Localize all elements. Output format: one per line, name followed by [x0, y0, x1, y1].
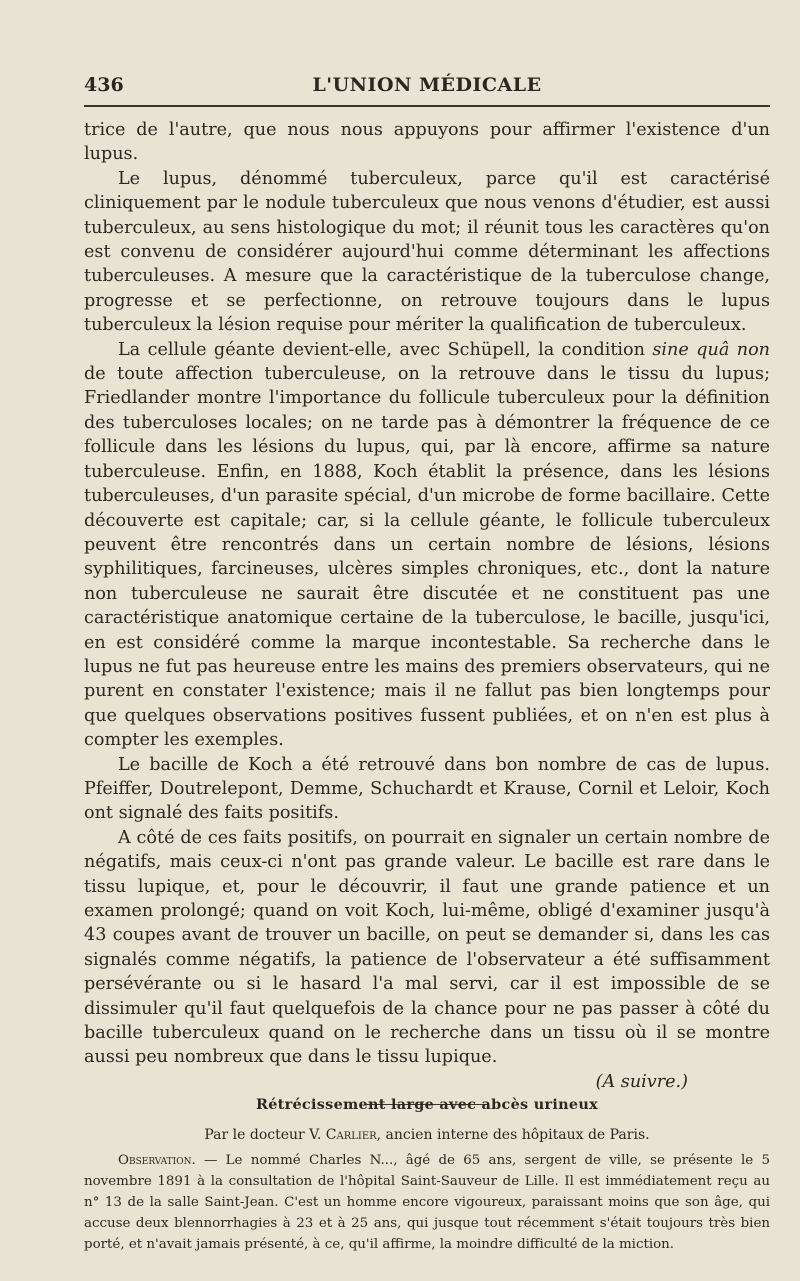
header-rule	[84, 105, 770, 107]
to-be-continued: (A suivre.)	[595, 1071, 688, 1092]
paragraph	[84, 338, 770, 753]
article-title: Rétrécissement large avec abcès urineux	[255, 1096, 599, 1113]
page-header	[84, 74, 770, 102]
byline-prefix: Par le docteur V.	[204, 1127, 322, 1143]
author-name: Carlier	[325, 1127, 377, 1143]
running-head: L'UNION MÉDICALE	[312, 74, 542, 96]
latin-phrase: sine quâ non	[652, 339, 770, 360]
new-article	[84, 1094, 770, 1268]
observation-label: Observation.	[118, 1153, 196, 1168]
paragraph: Le bacille de Koch a été retrouvé dans bon nombre de cas de lupus. Pfeiffer, Doutrelepont, Demme, Schuchardt et Krause, Cornil et Leloir, Koch ont signalé des faits positifs.	[84, 754, 770, 824]
paragraph: A côté de ces faits positifs, on pourrait en signaler un certain nombre de négatifs, mais ceux-ci n'ont pas grande valeur. Le bacille est rare dans le tissu lupique, et, pour le découvrir, il faut une grande patience et un examen prolongé; quand on voit Koch, lui-même, obligé d'examiner jusqu'à 43 coupes avant de trouver un bacille, on peut se demander si, dans les cas signalés comme négatifs, la patience de l'observateur a été suffisamment persévérante ou si le hasard l'a mal servi, car il est impossible de se dissimuler qu'il faut quelquefois de la chance pour ne pas passer à côté du bacille tuberculeux quand on le recherche dans un tissu où il se montre aussi peu nombreux que dans le tissu lupique.	[84, 827, 770, 1068]
main-text	[84, 118, 770, 1105]
paragraph-continuation: trice de l'autre, que nous nous appuyons pour affirmer l'existence d'un lupus.	[84, 120, 770, 165]
paragraph: Le lupus, dénommé tuberculeux, parce qu'il est caractérisé cliniquement par le nodule tuberculeux que nous venons d'étudier, est aussi tuberculeux, au sens histologique du mot; il réunit tous les caractères qu'on est convenu de considérer aujourd'hui comme déterminant les affections tuberculeuses. A mesure que la caractéristique de la tuberculose change, progresse et se perfectionne, on retrouve toujours dans le lupus tuberculeux la lésion requise pour mériter la qualification de tuberculeux.	[84, 168, 770, 336]
observation-paragraph	[84, 1150, 770, 1255]
paragraph-lead: La cellule géante devient-elle, avec Schüpell, la condition	[118, 339, 645, 360]
byline-suffix: , ancien interne des hôpitaux de Paris.	[376, 1127, 650, 1143]
paragraph-rest: de toute affection tuberculeuse, on la retrouve dans le tissu du lupus; Friedlander montre l'importance du follicule tuberculeux pour la définition des tuberculoses locales; on ne tarde pas à démontrer la fréquence de ce follicule dans les lésions du lupus, qui, par là encore, affirme sa nature tuberculeuse. Enfin, en 1888, Koch établit la présence, dans les lésions tuberculeuses, d'un parasite spécial, d'un microbe de forme bacillaire. Cette découverte est capitale; car, si la cellule géante, le follicule tuberculeux peuvent être rencontrés dans un certain nombre de lésions, lésions syphilitiques, farcineuses, ulcères simples chroniques, etc., dont la nature non tuberculeuse ne saurait être discutée et ne constituent pas une caractéristique anatomique certaine de la tuberculose, le bacille, jusqu'ici, en est considéré comme la marque incontestable. Sa recherche dans le lupus ne fut pas heureuse entre les mains des premiers observateurs, qui ne purent en constater l'existence; mais il ne fallut pas bien longtemps pour que quelques observations positives fussent publiées, et on n'en est plus à compter les exemples.	[84, 364, 770, 751]
article-byline	[84, 1124, 770, 1146]
observation-text: — Le nommé Charles N..., âgé de 65 ans, sergent de ville, se présente le 5 novembre 1891 à la consultation de l'hôpital Saint-Sauveur de Lille. Il est immédiatement reçu au n° 13 de la salle Saint-Jean. C'est un homme encore vigoureux, paraissant moins que son âge, qui accuse deux blennorrhagies à 23 et à 25 ans, qui jusque tout récemment s'était toujours très bien porté, et n'avait jamais présenté, à ce, qu'il affirme, la moindre difficulté de la miction.	[84, 1153, 770, 1252]
page-number: 436	[84, 74, 124, 96]
